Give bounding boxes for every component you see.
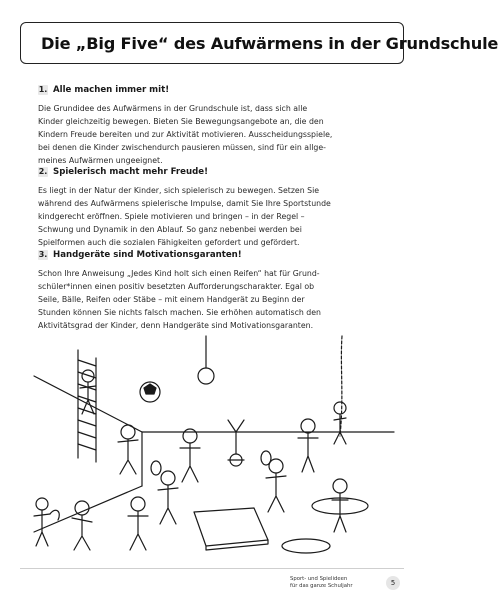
child-with-racket (151, 461, 178, 524)
gym-mat (194, 508, 268, 550)
wall-bars (78, 350, 96, 462)
section-2-line: Spielformen auch die sozialen Fähigkeiten gefordert und gefördert. (38, 238, 300, 247)
section-1-line: bei denen die Kinder zwischendurch pausieren müssen, sind für ein allge- (38, 143, 326, 152)
section-3-line: Stunden können Sie nichts falsch machen. Sie erhöhen automatisch den (38, 308, 321, 317)
section-1-line: Die Grundidee des Aufwärmens in der Grundschule ist, dass sich alle (38, 104, 308, 113)
section-3-line: Aktivitätsgrad der Kinder, denn Handgeräte sind Motivationsgaranten. (38, 321, 314, 330)
section-2-title: Spielerisch macht mehr Freude! (53, 167, 208, 177)
section-3-number: 3. (38, 250, 48, 259)
section-2-number: 2. (38, 167, 48, 176)
section-3-line: Schon Ihre Anweisung „Jedes Kind holt sich einen Reifen“ hat für Grund- (38, 269, 320, 278)
football (140, 382, 160, 402)
climbing-rope (334, 336, 346, 444)
gym-illustration (22, 336, 402, 558)
section-1 (38, 84, 390, 167)
section-1-number: 1. (38, 85, 48, 94)
section-2-line: kindgerecht eröffnen. Spiele motivieren und bringen – in der Regel – (38, 212, 305, 221)
section-3-body (38, 267, 390, 332)
child-standing (298, 419, 318, 472)
footer-line-1: Sport- und Spielideen (290, 576, 348, 582)
section-3-line: schüler*innen einen positiv besetzten Aufforderungscharakter. Egal ob (38, 282, 315, 291)
section-3 (38, 249, 390, 332)
section-3-line: Seile, Bälle, Reifen oder Stäbe – mit einem Handgerät zu Beginn der (38, 295, 305, 304)
section-1-heading (38, 84, 390, 96)
section-2-heading (38, 166, 390, 178)
section-2 (38, 166, 390, 249)
footer-line-2: für das ganze Schuljahr (290, 583, 353, 589)
section-2-line: Es liegt in der Natur der Kinder, sich spielerisch zu bewegen. Setzen Sie (38, 186, 320, 195)
section-1-body (38, 102, 390, 167)
child-handstand (228, 420, 244, 466)
section-1-line: Kindern Freude bereiten und zur Aktivität motivieren. Ausscheidungsspiele, (38, 130, 333, 139)
child-with-hoop (312, 479, 368, 532)
hula-hoop (282, 539, 330, 553)
section-2-body (38, 184, 390, 249)
child-jumping (118, 425, 138, 474)
footer-book-title (290, 576, 382, 590)
page-title: Die „Big Five“ des Aufwärmens in der Grundschule (41, 33, 498, 53)
child-boxing (128, 497, 148, 550)
page-number: 5 (386, 576, 400, 590)
footer-divider (20, 568, 404, 569)
section-3-title: Handgeräte sind Motivationsgaranten! (53, 250, 242, 260)
child-with-ribbon (34, 498, 59, 546)
hanging-ball (198, 368, 214, 384)
child-dancing (72, 501, 92, 550)
section-2-line: Schwung und Dynamik in den Ablauf. So ganz nebenbei werden bei (38, 225, 302, 234)
child-with-racket-2 (261, 451, 286, 512)
section-1-line: meines Aufwärmen ungeeignet. (38, 156, 163, 165)
section-3-heading (38, 249, 390, 261)
section-1-title: Alle machen immer mit! (53, 85, 170, 95)
section-2-line: während des Aufwärmens spielerische Impulse, damit Sie Ihre Sportstunde (38, 199, 331, 208)
child-with-ball (180, 429, 200, 482)
title-box (20, 22, 498, 64)
section-1-line: Kinder gleichzeitig bewegen. Bieten Sie Bewegungsangebote an, die den (38, 117, 324, 126)
